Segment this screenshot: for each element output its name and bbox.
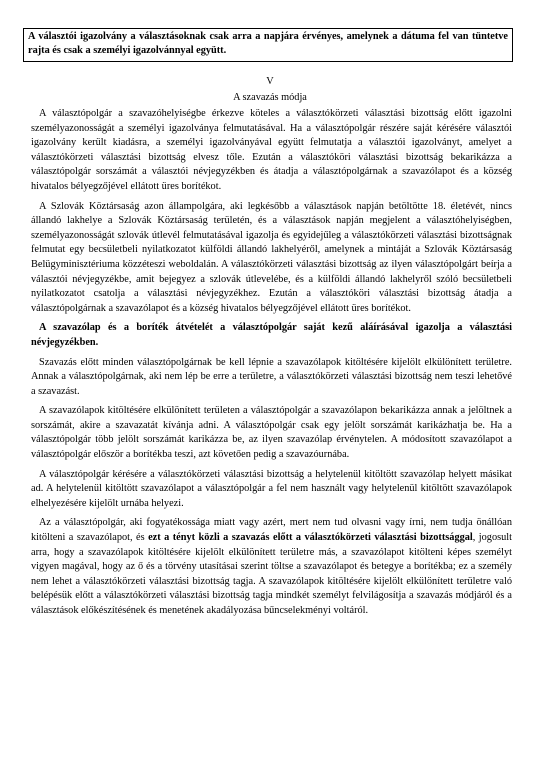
assisted-voting-text-start: Az a választópolgár, aki fogyatékossága miatt vagy azért, mert nem tud olvasni vagy írni, nem tudja önállóan kitölteni a szavazólapot, és bbox=[31, 517, 512, 544]
validity-notice-box: A választói igazolvány a választásoknak csak arra a napjára érvényes, amelynek a dátuma fel van tüntetve rajta és csak a személyi igazolvánnyal együtt. bbox=[23, 28, 513, 62]
section-title: A szavazás módja bbox=[233, 92, 307, 103]
paragraph-abroad-voter: A Szlovák Köztársaság azon állampolgára, aki legkésőbb a választások napján betöltötte 18. életévét, nincs állandó lakhelye a Szlovák Köztársaság területén, és a választások napján megjelent a választóhelyiségben, személyazonosságát szlovák útlevél felmutatásával igazolja és egyidejűleg a választókörzeti választási bizottságnak felmutat egy becsületbeli nyilatkozatot külföldi állandó lakhelyéről, amelynek a mintáját a Szlovák Köztársaság Belügyminisztériuma közzéteszi weboldalán. A választókörzeti választási bizottság az ilyen választópolgárt beírja a választói névjegyzékbe, amit bejegyez a szlovák útlevelébe, és a külföldi állandó lakhelyről szóló becsületbeli nyilatkozatot csatolja a választási névjegyzékhez. Ezután a választóköri választási bizottság átadja a választópolgárnak a szavazólapot és a község hivatalos bélyegzőjével ellátott üres borítékot. bbox=[31, 200, 512, 314]
assisted-voting-text-end: , jogosult arra, hogy a szavazólapok kitöltésére kijelölt elkülönített területre más, a szavazólapot kitölteni képes személyt vigyen magával, hogy az ő és a törvény utasításai szerint töltse a szavazólapot és betegye a borítékba; ez a személy nem lehet a választókörzeti választási bizottság tagja. A szavazólapok kitöltésére kijelölt elkülönített területre való belépésük előtt a választókörzeti választási bizottság tagja mindkét személyt felvilágosítja a szavazás módjáról és a választások előkészítésének és menetének akadályozása bűncselekményi voltáról. bbox=[31, 532, 512, 616]
paragraph-booth-requirement: Szavazás előtt minden választópolgárnak be kell lépnie a szavazólapok kitöltésére kijelölt elkülönített területre. Annak a választópolgárnak, aki nem lép be erre a területre, a választókörzeti választási bizottság nem teszi lehetővé a szavazást. bbox=[31, 356, 512, 397]
paragraph-signature-confirmation: A szavazólap és a boríték átvételét a választópolgár saját kezű aláírásával igazolja a választási névjegyzékben. bbox=[31, 322, 512, 348]
paragraph-identity-check: A választópolgár a szavazóhelyiségbe érkezve köteles a választókörzeti választási bizottság előtt igazolni személyazonosságát a személyi igazolványa felmutatásával. Ha a választópolgár részére saját kérésére választói igazolvány került kiadásra, a személyi igazolványával együtt felmutatja a választói igazolványt, amelyet a választókörzeti választási bizottság elvesz tőle. Ezután a választóköri választási bizottság bekarikázza a választópolgár sorszámát a választói névjegyzékben és átadja a választópolgárnak a szavazólapot és a község hivatalos bélyegzőjével ellátott üres borítékot. bbox=[31, 108, 512, 192]
assisted-voting-emphasis: ezt a tényt közli a szavazás előtt a választókörzeti választási bizottsággal bbox=[148, 532, 473, 544]
paragraph-assisted-voting bbox=[31, 516, 512, 618]
section-number: V bbox=[266, 76, 274, 87]
section-body bbox=[31, 107, 512, 624]
paragraph-marking-ballot: A szavazólapok kitöltésére elkülönített területen a választópolgár a szavazólapon bekarikázza annak a jelöltnek a sorszámát, akire a szavazatát kívánja adni. A választópolgár csak egy jelölt sorszámát karikázhatja be. Ha a választópolgár több jelölt sorszámát karikázza be, az ilyen szavazólap érvénytelen. A módosított szavazólapot a választópolgár először a borítékba teszi, azt követően pedig a szavazóurnába. bbox=[31, 405, 512, 461]
paragraph-replacement-ballot: A választópolgár kérésére a választókörzeti választási bizottság a helytelenül kitöltött szavazólap helyett másikat ad. A helytelenül kitöltött szavazólapot a választópolgár a fel nem használt vagy helytelenül kitöltött szavazólapok elhelyezésére kijelölt urnába helyezi. bbox=[31, 468, 512, 509]
